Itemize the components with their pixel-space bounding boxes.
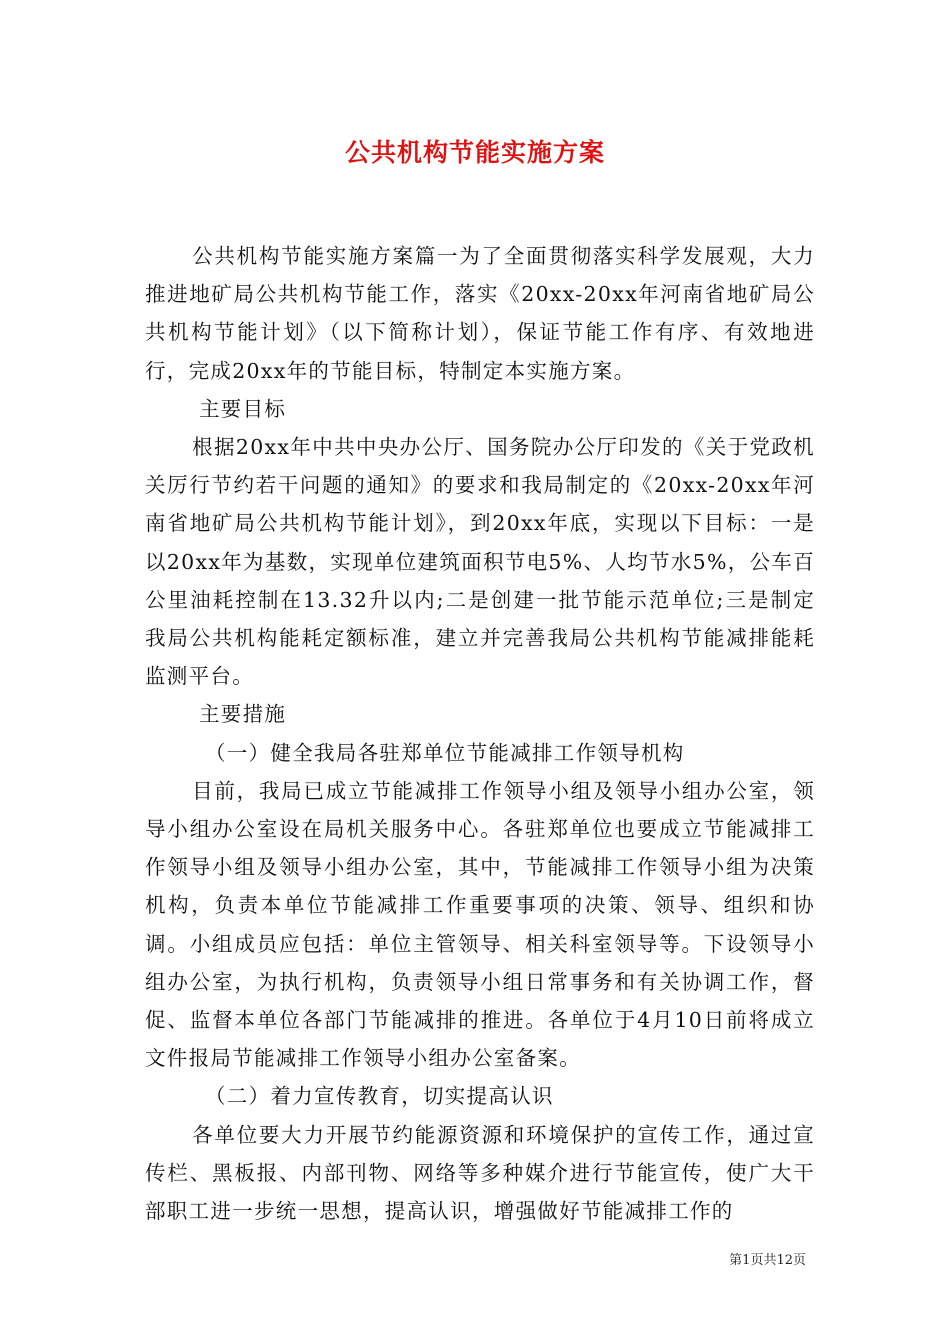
section-heading-goals: 主要目标: [199, 396, 287, 421]
subheading-measure-1: （一）健全我局各驻郑单位节能减排工作领导机构: [205, 740, 685, 765]
page-number: 第1页共12页: [729, 1253, 806, 1268]
paragraph-goals: 根据20xx年中共中央办公厅、国务院办公厅印发的《关于党政机关厉行节约若干问题的通知》的要求和我局制定的《20xx-20xx年河南省地矿局公共机构节能计划》，到20xx年底，实现以下目标：一是以20xx年为基数，实现单位建筑面积节电5%、人均节水5%，公车百公里油耗控制在13.32升以内;二是创建一批节能示范单位;三是制定我局公共机构能耗定额标准，建立并完善我局公共机构节能减排能耗监测平台。: [145, 435, 815, 689]
paragraph-intro: 公共机构节能实施方案篇一为了全面贯彻落实科学发展观，大力推进地矿局公共机构节能工作，落实《20xx-20xx年河南省地矿局公共机构节能计划》（以下简称计划），保证节能工作有序、有效地进行，完成20xx年的节能目标，特制定本实施方案。: [145, 244, 815, 383]
section-heading-measures: 主要措施: [199, 702, 287, 727]
document-body: [145, 237, 815, 1230]
paragraph-measure-2: 各单位要大力开展节约能源资源和环境保护的宣传工作，通过宣传栏、黑板报、内部刊物、网络等多种媒介进行节能宣传，使广大干部职工进一步统一思想，提高认识，增强做好节能减排工作的: [145, 1122, 815, 1224]
document-title: 公共机构节能实施方案: [344, 138, 605, 167]
paragraph-measure-1: 目前，我局已成立节能减排工作领导小组及领导小组办公室，领导小组办公室设在局机关服务中心。各驻郑单位也要成立节能减排工作领导小组及领导小组办公室，其中，节能减排工作领导小组为决策机构，负责本单位节能减排工作重要事项的决策、领导、组织和协调。小组成员应包括：单位主管领导、相关科室领导等。下设领导小组办公室，为执行机构，负责领导小组日常事务和有关协调工作，督促、监督本单位各部门节能减排的推进。各单位于4月10日前将成立文件报局节能减排工作领导小组办公室备案。: [145, 778, 815, 1071]
subheading-measure-2: （二）着力宣传教育，切实提高认识: [205, 1084, 554, 1109]
